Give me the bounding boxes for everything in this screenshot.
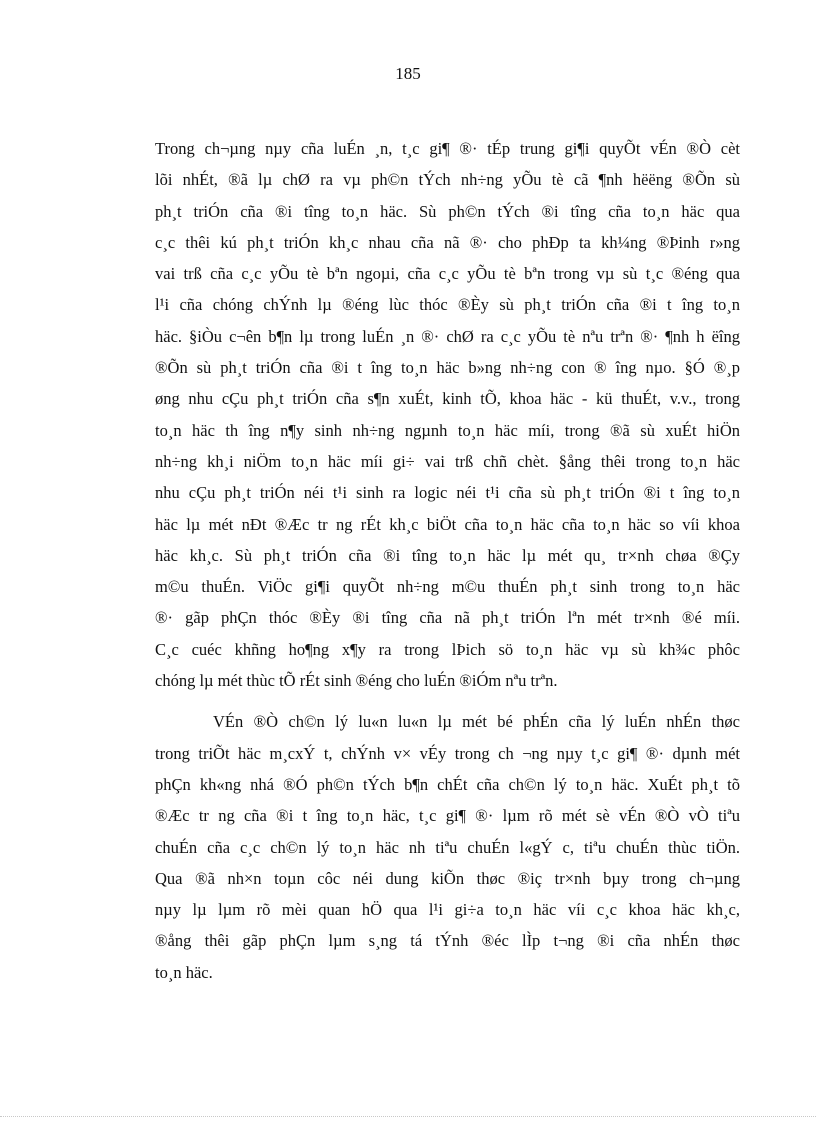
text-line: vai trß cña c¸c yÕu tè bªn ngoµi, cña c¸c yÕu tè bªn trong vµ sù t¸c ®éng qua [155, 264, 740, 284]
text-line: häc. §iÒu c¬ên b¶n lµ trong luÉn ¸n ®· chØ ra c¸c yÕu tè nªu trªn ®· ¶nh h ëîng [155, 326, 740, 346]
text-line: chuÉn cña c¸c ch©n lý to¸n häc nh tiªu chuÉn l«gÝ c, tiªu chuÉn thùc tiÖn. [155, 837, 740, 857]
text-line: phÇn kh«ng nhá ®Ó ph©n tÝch b¶n chÉt cña ch©n lý to¸n häc. XuÉt ph¸t tõ [155, 774, 740, 794]
text-line: lõi nhÉt, ®ã lµ chØ ra vµ ph©n tÝch nh÷ng yÕu tè cã ¶nh hëëng ®Õn sù [155, 170, 740, 190]
paragraph-2 [155, 706, 740, 988]
text-line: häc lµ mét nÐt ®Æc tr ng rÉt kh¸c biÖt cña to¸n häc cña to¸n häc so víi khoa [155, 514, 740, 534]
text-line: trong triÕt häc m¸cxÝ t, chÝnh v× vÉy trong ch ¬ng nµy t¸c gi¶ ®· dµnh mét [155, 743, 740, 763]
text-line: ph¸t triÓn cña ®i tîng to¸n häc. Sù ph©n tÝch ®i tîng cña to¸n häc qua [155, 201, 740, 221]
page-number: 185 [395, 64, 421, 83]
page-bottom-edge [0, 1116, 816, 1117]
text-line: nh÷ng kh¸i niÖm to¸n häc míi gi÷ vai trß chñ chèt. §ång thêi trong to¸n häc [155, 451, 740, 471]
text-line: häc kh¸c. Sù ph¸t triÓn cña ®i tîng to¸n häc lµ mét qu¸ tr×nh chøa ®Çy [155, 545, 740, 565]
text-line: chóng lµ mét thùc tÕ rÉt sinh ®éng cho luÉn ®iÓm nªu trªn. [155, 671, 558, 691]
text-line: VÉn ®Ò ch©n lý lu«n lu«n lµ mét bé phÉn cña lý luÉn nhÉn thøc [213, 712, 740, 732]
text-line: to¸n häc th îng n¶y sinh nh÷ng ngµnh to¸n häc míi, trong ®ã sù xuÉt hiÖn [155, 420, 740, 440]
text-line: nhu cÇu ph¸t triÓn néi t¹i sinh ra logic néi t¹i cña sù ph¸t triÓn ®i t îng to¸n [155, 483, 740, 503]
text-line: Trong ch¬µng nµy cña luÉn ¸n, t¸c gi¶ ®· tÉp trung gi¶i quyÕt vÉn ®Ò cèt [155, 139, 740, 158]
text-line: m©u thuÉn. ViÖc gi¶i quyÕt nh÷ng m©u thuÉn ph¸t sinh trong to¸n häc [155, 577, 740, 597]
paragraph-1 [155, 133, 740, 696]
text-line: øng nhu cÇu ph¸t triÓn cña s¶n xuÉt, kinh tÕ, khoa häc - kü thuÉt, v.v., trong [155, 389, 740, 409]
text-line: nµy lµ lµm rõ mèi quan hÖ qua l¹i gi÷a to¸n häc víi c¸c khoa häc kh¸c, [155, 900, 740, 920]
text-line: ®· gãp phÇn thóc ®Èy ®i tîng cña nã ph¸t triÓn lªn mét tr×nh ®é míi. [155, 608, 740, 628]
text-line: c¸c thêi kú ph¸t triÓn kh¸c nhau cña nã ®· cho phÐp ta kh¼ng ®Þinh r»ng [155, 232, 740, 252]
text-line: to¸n häc. [155, 962, 213, 982]
text-line: Qua ®ã nh×n toµn côc néi dung kiÕn thøc ®iç tr×nh bµy trong ch¬µng [155, 868, 740, 888]
text-line: ®Õn sù ph¸t triÓn cña ®i t îng to¸n häc b»ng nh÷ng con ® îng nµo. §Ó ®¸p [155, 358, 740, 378]
text-line: C¸c cuéc khñng ho¶ng x¶y ra trong lÞich sö to¸n häc vµ sù kh¾c phôc [155, 639, 740, 659]
body-text [155, 133, 740, 988]
text-line: l¹i cña chóng chÝnh lµ ®éng lùc thóc ®Èy sù ph¸t triÓn cña ®i t îng to¸n [155, 295, 740, 315]
text-line: ®ång thêi gãp phÇn lµm s¸ng tá tÝnh ®éc lÌp t¬ng ®i cña nhÉn thøc [155, 931, 740, 951]
text-line: ®Æc tr ng cña ®i t îng to¸n häc, t¸c gi¶ ®· lµm rõ mét sè vÉn ®Ò vÒ tiªu [155, 806, 740, 826]
